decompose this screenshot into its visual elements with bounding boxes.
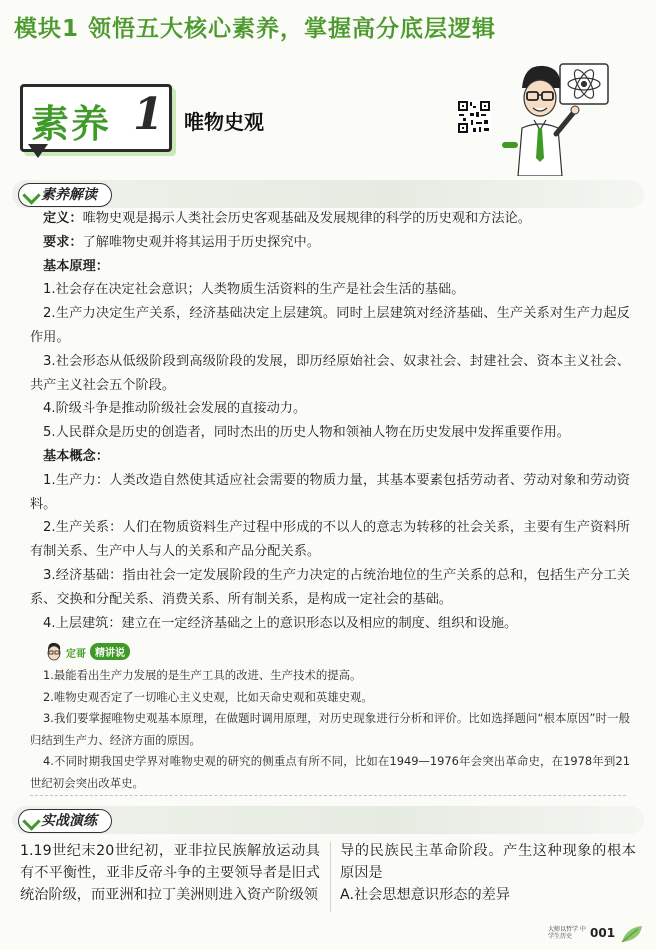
section-pill — [18, 183, 112, 207]
question-stem-continued: 导的民族民主革命阶段。产生这种现象的根本原因是 — [340, 843, 636, 881]
principle-item: 3.社会形态从低级阶段到高级阶段的发展，即历经原始社会、奴隶社会、封建社会、资本主义社会、共产主义社会五个阶段。 — [30, 353, 630, 393]
concept-item: 2.生产关系：人们在物质资料生产过程中形成的不以人的意志为转移的社会关系，主要有生产资料所有制关系、生产中人与人的关系和产品分配关系。 — [30, 520, 630, 560]
teacher-mascot-icon — [500, 58, 612, 176]
principle-item: 5.人民群众是历史的创造者，同时杰出的历史人物和领袖人物在历史发展中发挥重要作用。 — [43, 425, 570, 441]
requirement-text: 了解唯物史观并将其运用于历史探究中。 — [82, 234, 320, 250]
principle-item: 2.生产力决定生产关系，经济基础决定上层建筑。同时上层建筑对经济基础、生产关系对生产力起反作用。 — [30, 306, 630, 345]
teacher-notes-label — [46, 642, 132, 664]
principle-item: 1.社会存在决定社会意识；人类物质生活资料的生产是社会生活的基础。 — [43, 282, 465, 298]
page-number: 001 — [590, 926, 616, 940]
teacher-notes-prefix: 定哥 — [66, 649, 86, 660]
hero-banner — [0, 58, 656, 176]
check-mark-icon — [22, 186, 40, 204]
note-item: 3.我们要掌握唯物史观基本原理，在做题时调用原理，对历史现象进行分析和评价。比如选择题问“根本原因”时一般归结到生产力、经济方面的原因。 — [30, 711, 630, 747]
definition-text: 唯物史观是揭示人类社会历史客观基础及发展规律的科学的历史观和方法论。 — [82, 211, 531, 226]
literacy-badge-text: 素养 — [31, 101, 112, 146]
definition-label: 定义： — [43, 211, 83, 226]
note-item: 1.最能看出生产力发展的是生产工具的改进、生产技术的提高。 — [43, 668, 362, 682]
badge-tail — [28, 144, 48, 158]
teacher-avatar-icon — [46, 642, 62, 662]
option-a[interactable]: A.社会思想意识形态的差异 — [340, 887, 511, 903]
note-item: 2.唯物史观否定了一切唯心主义史观，比如天命史观和英雄史观。 — [43, 689, 373, 704]
teacher-notes — [30, 665, 630, 795]
teacher-notes-tag: 精讲说 — [90, 643, 130, 660]
topic-title: 唯物史观 — [184, 110, 264, 134]
literacy-badge-number: 1 — [133, 89, 164, 140]
exercise-right-column — [340, 840, 636, 906]
section-label: 素养解读 — [41, 187, 97, 203]
divider — [30, 795, 626, 796]
interpretation-content — [30, 207, 630, 635]
column-divider — [330, 842, 331, 912]
section-label: 实战演练 — [41, 813, 97, 829]
definition-line — [30, 207, 630, 231]
section-header-interpretation — [12, 180, 644, 208]
requirement-line — [30, 231, 630, 255]
exercise-left-column — [20, 840, 320, 906]
principle-item: 4.阶级斗争是推动阶级社会发展的直接动力。 — [43, 401, 307, 417]
concept-item: 3.经济基础：指由社会一定发展阶段的生产力决定的占统治地位的生产关系的总和，包括生产分工关系、交换和分配关系、消费关系、所有制关系，是构成一定社会的基础。 — [30, 567, 630, 607]
requirement-label: 要求： — [43, 234, 83, 250]
page-footer — [548, 924, 648, 946]
literacy-badge — [20, 84, 172, 152]
section-pill — [18, 809, 112, 833]
question-stem: 1.19世纪末20世纪初，亚非拉民族解放运动具有不平衡性，亚非反帝斗争的主要领导者是旧式统治阶级，而亚洲和拉丁美洲则进入资产阶级领 — [20, 843, 320, 903]
qr-code-icon[interactable] — [457, 100, 491, 134]
note-item: 4.不同时期我国史学界对唯物史观的研究的侧重点有所不同，比如在1949—1976年会突出革命史，在1978年到21世纪初会突出改革史。 — [30, 754, 630, 790]
leaf-icon — [620, 924, 644, 944]
section-header-practice — [12, 806, 644, 834]
principles-heading: 基本原理： — [43, 258, 109, 274]
concept-item: 4.上层建筑：建立在一定经济基础之上的意识形态以及相应的制度、组织和设施。 — [43, 615, 518, 631]
module-title: 模块1 领悟五大核心素养，掌握高分底层逻辑 — [14, 16, 497, 42]
concept-item: 1.生产力：人类改造自然使其适应社会需要的物质力量，其基本要素包括劳动者、劳动对象和劳动资料。 — [30, 472, 630, 512]
concepts-heading: 基本概念： — [43, 448, 109, 464]
check-mark-icon — [22, 812, 40, 830]
publisher-mark: 大师以哲学 中学生历史 — [548, 926, 586, 940]
